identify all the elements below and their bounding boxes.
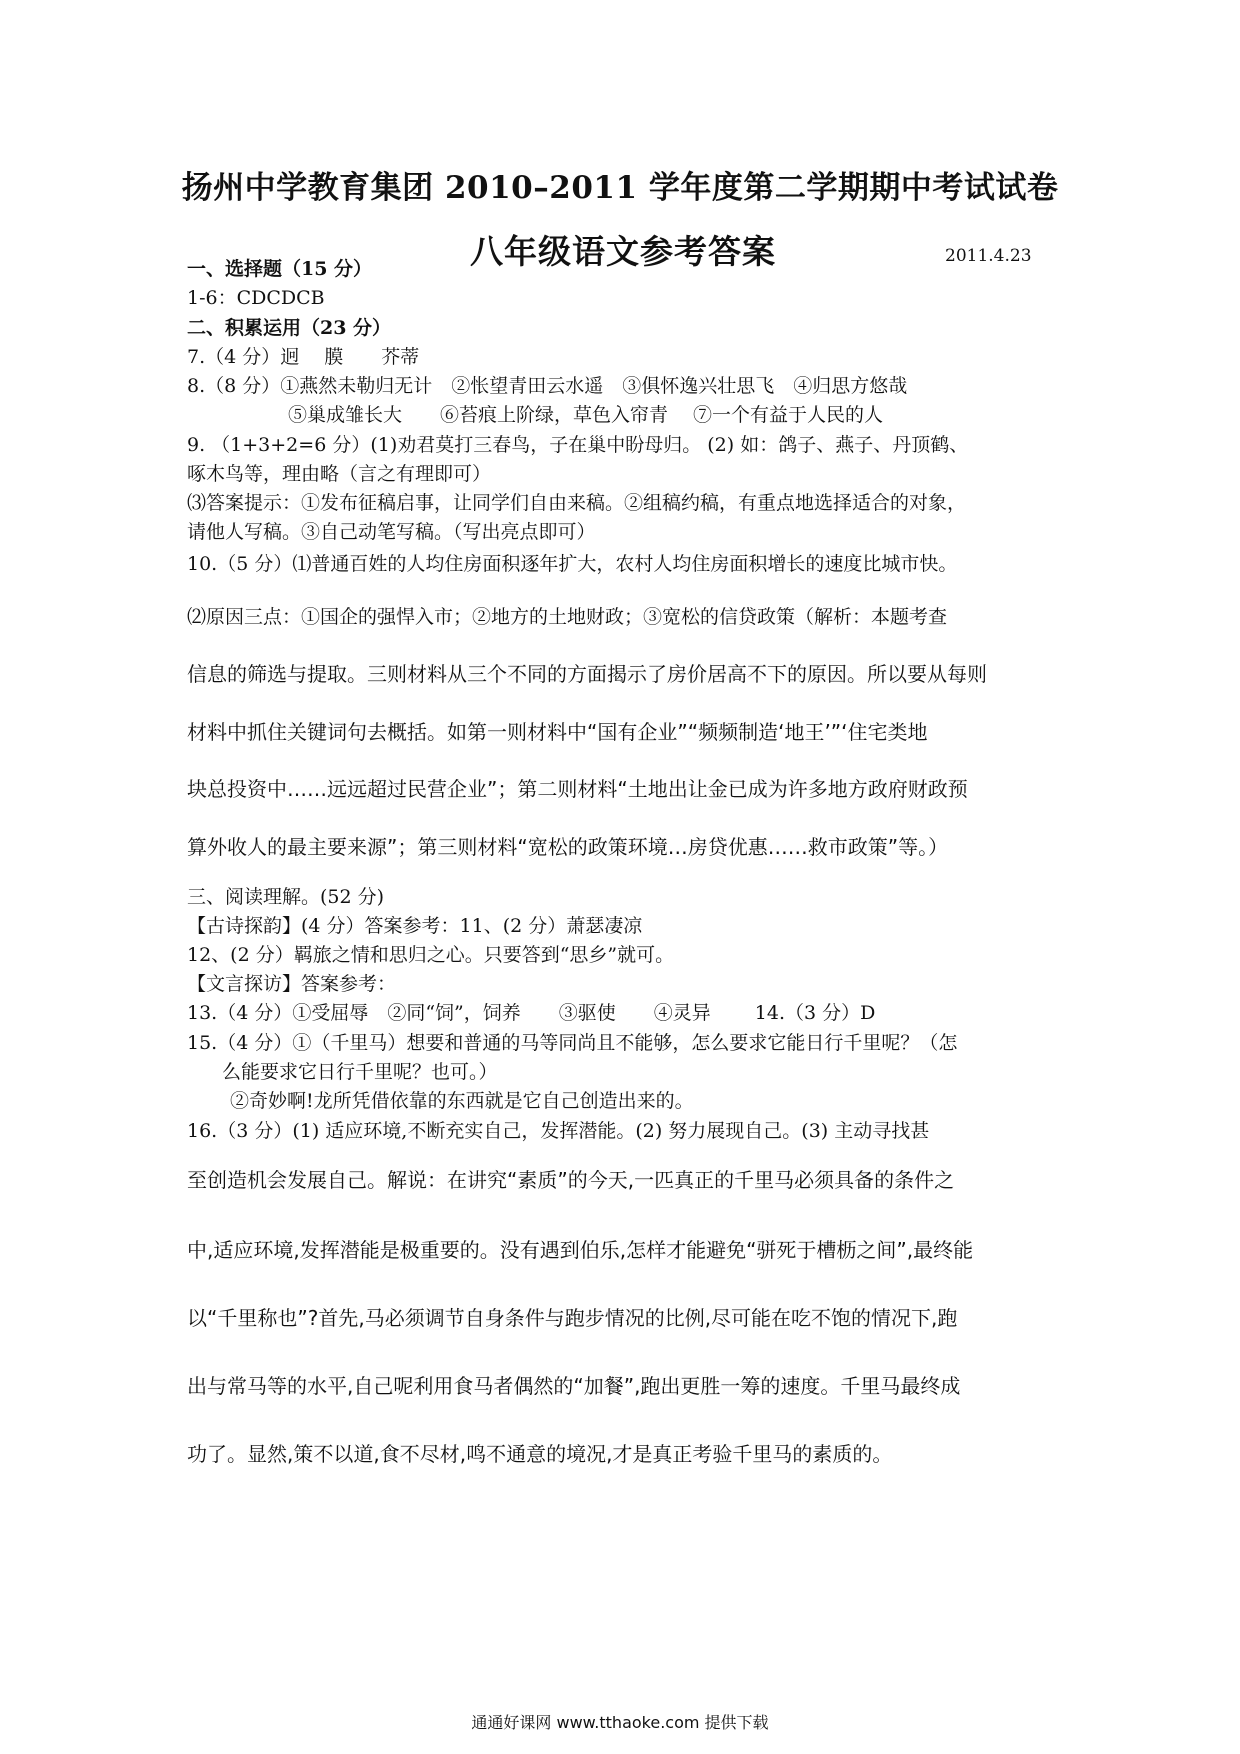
section-heading-accumulation: 二、积累运用（23 分） — [187, 317, 392, 339]
answer-line: 中,适应环境,发挥潜能是极重要的。没有遇到伯乐,怎样才能避免“骈死于槽枥之间”,最终能 — [187, 1238, 974, 1262]
answer-line: 材料中抓住关键词句去概括。如第一则材料中“国有企业”“频频制造‘地王’”‘住宅类地 — [187, 720, 928, 744]
answer-line: 信息的筛选与提取。三则材料从三个不同的方面揭示了房价居高不下的原因。所以要从每则 — [187, 662, 987, 686]
answer-line: 12、(2 分）羁旅之情和思归之心。只要答到“思乡”就可。 — [187, 944, 675, 966]
document-subtitle: 八年级语文参考答案 — [470, 232, 776, 271]
answer-line: 至创造机会发展自己。解说：在讲究“素质”的今天,一匹真正的千里马必须具备的条件之 — [187, 1168, 955, 1192]
answer-line: ⑤巢成雏长大 ⑥苔痕上阶绿，草色入帘青 ⑦一个有益于人民的人 — [288, 404, 884, 426]
answer-line: ②奇妙啊!龙所凭借依靠的东西就是它自己创造出来的。 — [230, 1090, 694, 1112]
answer-line: 9. （1+3+2=6 分）(1)劝君莫打三春鸟，子在巢中盼母归。 (2) 如：鸽子、燕子、丹顶鹤、 — [187, 434, 969, 456]
answer-line: 10.（5 分）⑴普通百姓的人均住房面积逐年扩大，农村人均住房面积增长的速度比城市快。 — [187, 553, 958, 575]
answer-line: 8.（8 分）①燕然未勒归无计 ②怅望青田云水遥 ③俱怀逸兴壮思飞 ④归思方悠哉 — [187, 375, 908, 397]
section-heading-reading: 三、阅读理解。(52 分) — [187, 886, 385, 908]
footer-source: 通通好课网 www.tthaoke.com 提供下载 — [471, 1713, 769, 1732]
answer-line: 13.（4 分）①受屈辱 ②同“饲”，饲养 ③驱使 ④灵异 14.（3 分）D — [187, 1002, 876, 1024]
document-title: 扬州中学教育集团 2010–2011 学年度第二学期期中考试试卷 — [181, 170, 1059, 206]
answer-line: 1-6：CDCDCB — [187, 287, 325, 309]
section-heading-choice: 一、选择题（15 分） — [187, 258, 373, 280]
answer-line: 功了。显然,策不以道,食不尽材,鸣不通意的境况,才是真正考验千里马的素质的。 — [187, 1442, 893, 1466]
answer-line: 块总投资中……远远超过民营企业”；第二则材料“土地出让金已成为许多地方政府财政预 — [187, 777, 968, 801]
answer-line: 啄木鸟等，理由略（言之有理即可） — [187, 463, 492, 485]
answer-line: 么能要求它日行千里呢？也可。） — [222, 1061, 498, 1083]
answer-line: 15.（4 分）①（千里马）想要和普通的马等同尚且不能够，怎么要求它能日行千里呢？（怎 — [187, 1032, 958, 1054]
answer-line: 请他人写稿。③自己动笔写稿。（写出亮点即可） — [187, 521, 596, 543]
answer-line: 【古诗探韵】(4 分）答案参考：11、(2 分）萧瑟凄凉 — [187, 915, 643, 937]
answer-line: 以“千里称也”?首先,马必须调节自身条件与跑步情况的比例,尽可能在吃不饱的情况下,跑 — [187, 1306, 958, 1330]
answer-line: 算外收人的最主要来源”；第三则材料“宽松的政策环境…房贷优惠……救市政策”等。） — [187, 835, 949, 859]
answer-line: ⑶答案提示：①发布征稿启事，让同学们自由来稿。②组稿约稿，有重点地选择适合的对象， — [187, 492, 967, 514]
answer-line: ⑵原因三点：①国企的强悍入市；②地方的土地财政；③宽松的信贷政策（解析：本题考查 — [187, 606, 948, 628]
answer-line: 7.（4 分）迥 膜 芥蒂 — [187, 346, 420, 368]
answer-line: 【文言探访】答案参考： — [187, 973, 397, 995]
answer-line: 16.（3 分）(1) 适应环境,不断充实自己，发挥潜能。(2) 努力展现自己。(3) 主动寻找甚 — [187, 1120, 930, 1142]
document-date: 2011.4.23 — [945, 246, 1032, 266]
answer-line: 出与常马等的水平,自己呢利用食马者偶然的“加餐”,跑出更胜一筹的速度。千里马最终成 — [187, 1374, 961, 1398]
